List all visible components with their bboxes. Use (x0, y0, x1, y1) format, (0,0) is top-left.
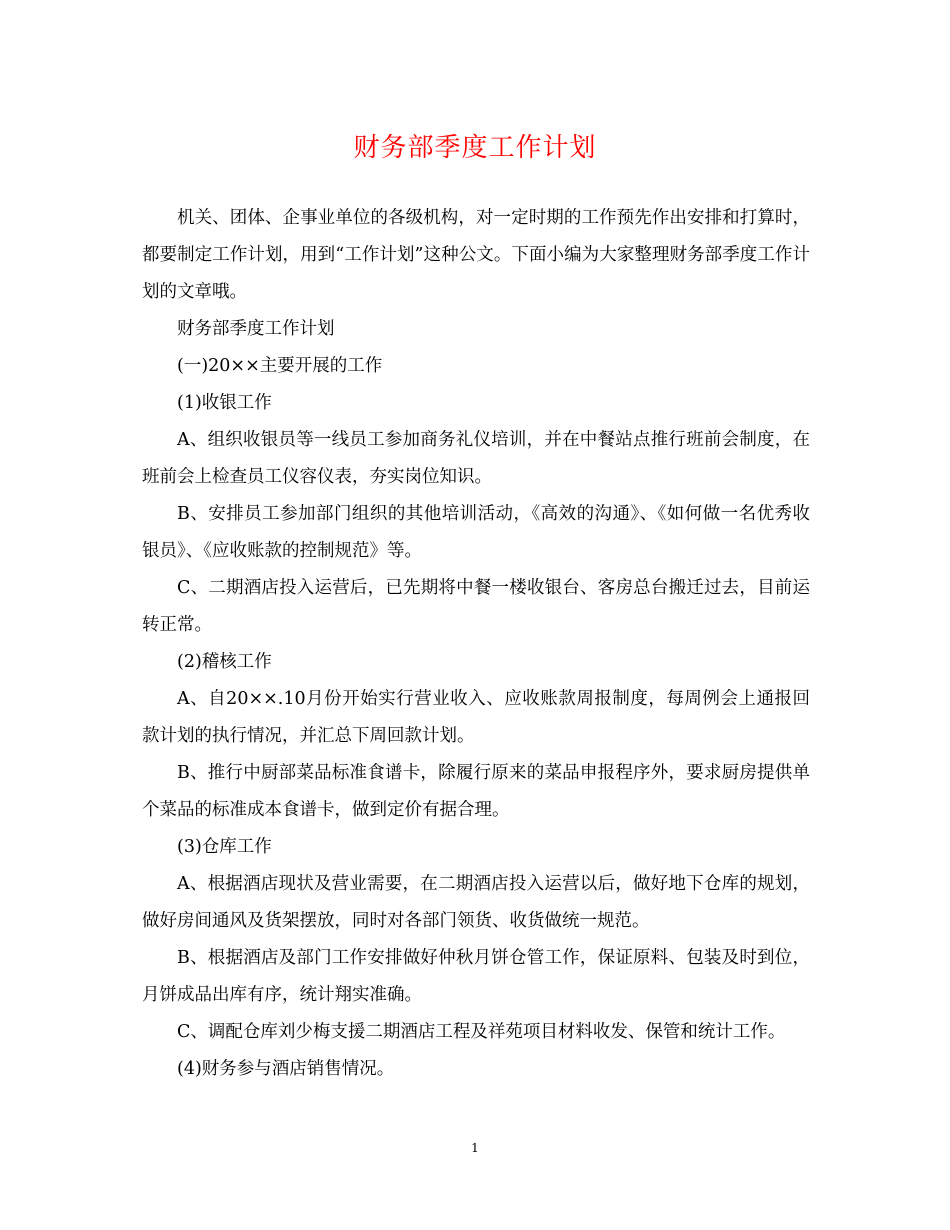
section-heading-sales: (4)财务参与酒店销售情况。 (177, 1059, 395, 1079)
section-heading-cashier: (1)收银工作 (177, 393, 272, 413)
paragraph-audit-a: A、自20××.10月份开始实行营业收入、应收账款周报制度，每周例会上通报回款计划的执行情况，并汇总下周回款计划。 (142, 689, 810, 746)
section-heading-warehouse: (3)仓库工作 (177, 837, 272, 857)
paragraph-warehouse-b: B、根据酒店及部门工作安排做好仲秋月饼仓管工作，保证原料、包装及时到位，月饼成品出库有序，统计翔实准确。 (142, 948, 810, 1005)
section-heading-main-work: (一)20××主要开展的工作 (177, 356, 383, 376)
paragraph-cashier-c: C、二期酒店投入运营后，已先期将中餐一楼收银台、客房总台搬迁过去，目前运转正常。 (142, 578, 810, 635)
paragraph-audit-b: B、推行中厨部菜品标准食谱卡，除履行原来的菜品申报程序外，要求厨房提供单个菜品的标准成本食谱卡，做到定价有据合理。 (142, 763, 810, 820)
paragraph-subtitle: 财务部季度工作计划 (177, 319, 335, 339)
document-title: 财务部季度工作计划 (353, 133, 597, 163)
paragraph-warehouse-a: A、根据酒店现状及营业需要，在二期酒店投入运营以后，做好地下仓库的规划，做好房间通风及货架摆放，同时对各部门领货、收货做统一规范。 (142, 874, 810, 931)
document-body (142, 200, 810, 1088)
section-heading-audit: (2)稽核工作 (177, 652, 272, 672)
paragraph-intro: 机关、团体、企事业单位的各级机构，对一定时期的工作预先作出安排和打算时，都要制定工作计划，用到“工作计划”这种公文。下面小编为大家整理财务部季度工作计划的文章哦。 (142, 208, 810, 302)
page-number: 1 (471, 1141, 479, 1155)
paragraph-warehouse-c: C、调配仓库刘少梅支援二期酒店工程及祥苑项目材料收发、保管和统计工作。 (177, 1022, 786, 1042)
paragraph-cashier-a: A、组织收银员等一线员工参加商务礼仪培训，并在中餐站点推行班前会制度，在班前会上检查员工仪容仪表，夯实岗位知识。 (142, 430, 810, 487)
paragraph-cashier-b: B、安排员工参加部门组织的其他培训活动，《高效的沟通》、《如何做一名优秀收银员》、《应收账款的控制规范》等。 (142, 504, 810, 561)
